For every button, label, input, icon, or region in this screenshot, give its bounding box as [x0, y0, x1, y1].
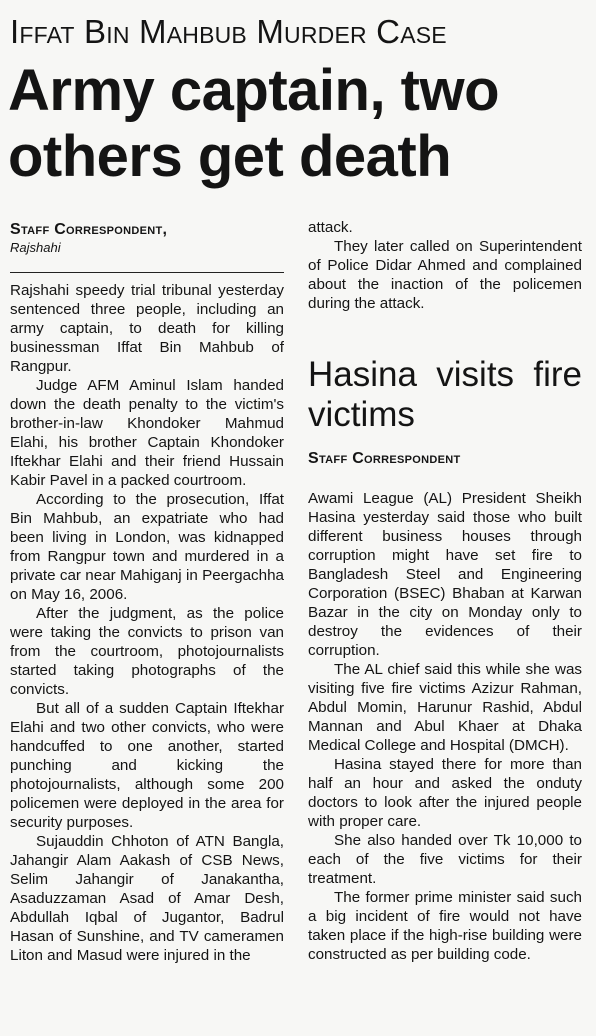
main-headline: Army captain, two others get death	[8, 58, 500, 189]
second-story-byline: Staff Correspondent	[308, 450, 461, 467]
story-paragraph: According to the prosecution, Iffat Bin Mahbub, an expatriate who had been living in London, was kidnapped from Rangpur town and murdered in a private car near Mahiganj in Peergachha on May 16, 2006.	[10, 491, 284, 603]
byline: Staff Correspondent,	[10, 221, 168, 238]
story-paragraph: After the judgment, as the police were taking the convicts to prison van from the courtroom, photojournalists started taking photographs of the convicts.	[10, 605, 284, 698]
story-paragraph: They later called on Superintendent of Police Didar Ahmed and complained about the inaction of the policemen during the attack.	[308, 238, 582, 312]
story-paragraph-continued: attack.	[308, 219, 353, 236]
second-story-headline: Hasina visits fire victims	[308, 355, 582, 434]
story-paragraph: Sujauddin Chhoton of ATN Bangla, Jahangir Alam Aakash of CSB News, Selim Jahangir of Janakantha, Asaduzzaman Asad of Amar Desh, Abdullah Iqbal of Jugantor, Badrul Hasan of Sunshine, and TV cameramen Liton and Masud were injured in the	[10, 833, 284, 964]
byline-divider	[10, 272, 284, 273]
story-paragraph: But all of a sudden Captain Iftekhar Elahi and two other convicts, who were handcuffed to one another, started punching and kicking the photojournalists, although some 200 policemen were deployed in the area for security purposes.	[10, 700, 284, 831]
column-right	[308, 218, 582, 964]
story-paragraph: Rajshahi speedy trial tribunal yesterday sentenced three people, including an army captain, to death for killing businessman Iffat Bin Mahbub of Rangpur.	[10, 282, 284, 375]
story-kicker: Iffat Bin Mahbub Murder Case	[10, 13, 447, 50]
story-paragraph: Hasina stayed there for more than half an hour and asked the onduty doctors to look after the injured people with proper care.	[308, 756, 582, 830]
story-paragraph: The former prime minister said such a big incident of fire would not have taken place if the high-rise building were constructed as per building code.	[308, 889, 582, 963]
story-paragraph: The AL chief said this while she was visiting five fire victims Azizur Rahman, Abdul Momin, Harunur Rashid, Abdul Mannan and Abul Khaer at Dhaka Medical College and Hospital (DMCH).	[308, 661, 582, 754]
story-paragraph: Awami League (AL) President Sheikh Hasina yesterday said those who built different business houses through corruption might have set fire to Bangladesh Steel and Engineering Corporation (BSEC) Bhaban at Karwan Bazar in the city on Monday only to destroy the evidences of their corruption.	[308, 490, 582, 659]
story-paragraph: She also handed over Tk 10,000 to each of the five victims for their treatment.	[308, 832, 582, 887]
column-left	[10, 218, 284, 965]
story-paragraph: Judge AFM Aminul Islam handed down the death penalty to the victim's brother-in-law Khondoker Mahmud Elahi, his brother Captain Khondoker Iftekhar Elahi and their friend Hussain Kabir Pavel in a packed courtroom.	[10, 377, 284, 489]
byline-location: Rajshahi	[10, 240, 61, 255]
